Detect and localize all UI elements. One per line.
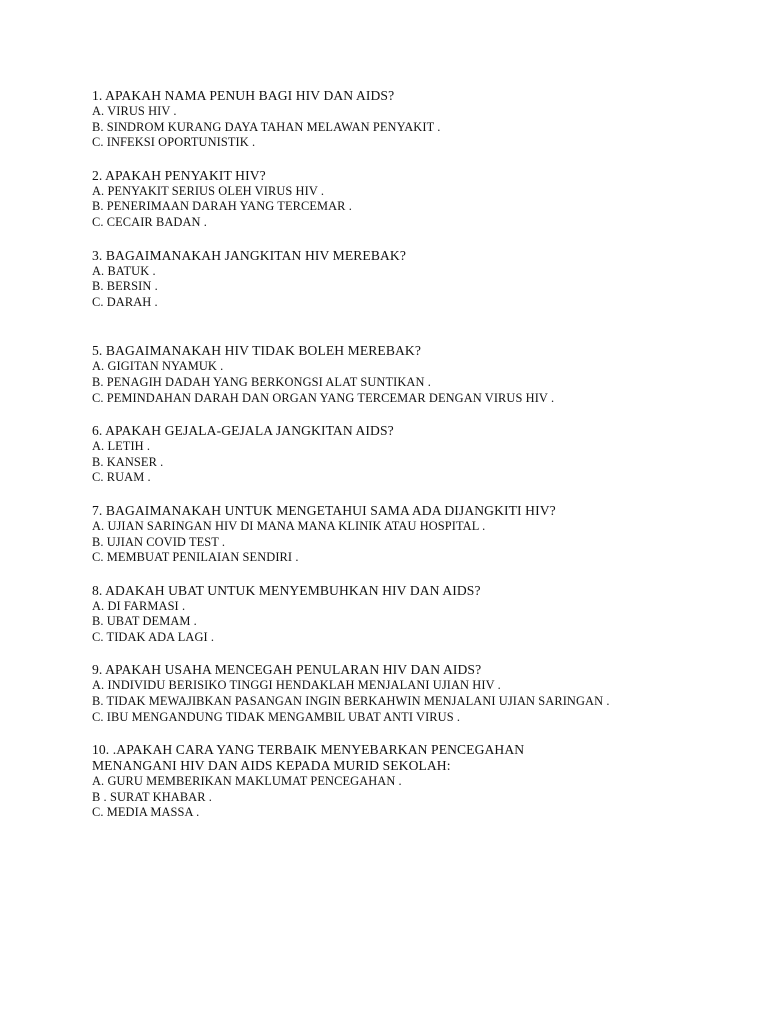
option-b: B. TIDAK MEWAJIBKAN PASANGAN INGIN BERKAHWIN MENJALANI UJIAN SARINGAN . xyxy=(92,694,610,709)
option-a: A. LETIH . xyxy=(92,439,151,454)
question-block-7 xyxy=(92,503,732,566)
quiz-document xyxy=(92,88,732,821)
option-c: C. PEMINDAHAN DARAH DAN ORGAN YANG TERCEMAR DENGAN VIRUS HIV . xyxy=(92,390,555,405)
option-c: C. INFEKSI OPORTUNISTIK . xyxy=(92,135,256,150)
option-a: A. BATUK . xyxy=(92,263,156,278)
option-b: B. UBAT DEMAM . xyxy=(92,614,197,629)
option-c: C. DARAH . xyxy=(92,294,158,309)
option-c: C. CECAIR BADAN . xyxy=(92,214,207,229)
option-b: B. SINDROM KURANG DAYA TAHAN MELAWAN PENYAKIT . xyxy=(92,119,441,134)
option-a: A. VIRUS HIV . xyxy=(92,104,177,118)
question-text: 3. BAGAIMANAKAH JANGKITAN HIV MEREBAK? xyxy=(92,247,406,263)
question-text: 7. BAGAIMANAKAH UNTUK MENGETAHUI SAMA ADA DIJANGKITI HIV? xyxy=(92,502,556,518)
question-text: 1. APAKAH NAMA PENUH BAGI HIV DAN AIDS? xyxy=(92,88,395,103)
option-c: C. RUAM . xyxy=(92,470,151,485)
option-a: A. INDIVIDU BERISIKO TINGGI HENDAKLAH MENJALANI UJIAN HIV . xyxy=(92,678,501,693)
question-text: 2. APAKAH PENYAKIT HIV? xyxy=(92,167,266,183)
question-text: 10. .APAKAH CARA YANG TERBAIK MENYEBARKAN PENCEGAHAN MENANGANI HIV DAN AIDS KEPADA MURID SEKOLAH: xyxy=(92,742,525,774)
question-text: 9. APAKAH USAHA MENCEGAH PENULARAN HIV DAN AIDS? xyxy=(92,662,482,678)
question-text: 6. APAKAH GEJALA-GEJALA JANGKITAN AIDS? xyxy=(92,423,394,439)
option-a: A. PENYAKIT SERIUS OLEH VIRUS HIV . xyxy=(92,183,325,198)
question-block-1 xyxy=(92,88,732,151)
question-block-9 xyxy=(92,662,732,725)
option-b: B . SURAT KHABAR . xyxy=(92,789,212,804)
question-text: 8. ADAKAH UBAT UNTUK MENYEMBUHKAN HIV DAN AIDS? xyxy=(92,582,481,598)
option-a: A. GIGITAN NYAMUK . xyxy=(92,359,224,374)
question-text: 5. BAGAIMANAKAH HIV TIDAK BOLEH MEREBAK? xyxy=(92,343,421,359)
option-c: C. IBU MENGANDUNG TIDAK MENGAMBIL UBAT ANTI VIRUS . xyxy=(92,709,461,724)
question-block-3 xyxy=(92,248,732,311)
option-a: A. DI FARMASI . xyxy=(92,598,186,613)
question-block-6 xyxy=(92,423,732,486)
option-a: A. GURU MEMBERIKAN MAKLUMAT PENCEGAHAN . xyxy=(92,774,402,789)
option-b: B. PENAGIH DADAH YANG BERKONGSI ALAT SUNTIKAN . xyxy=(92,374,431,389)
option-b: B. PENERIMAAN DARAH YANG TERCEMAR . xyxy=(92,199,352,214)
option-c: C. TIDAK ADA LAGI . xyxy=(92,629,215,644)
option-c: C. MEMBUAT PENILAIAN SENDIRI . xyxy=(92,550,299,565)
option-a: A. UJIAN SARINGAN HIV DI MANA MANA KLINIK ATAU HOSPITAL . xyxy=(92,518,486,533)
option-c: C. MEDIA MASSA . xyxy=(92,805,200,820)
question-block-10 xyxy=(92,742,732,821)
question-block-2 xyxy=(92,168,732,231)
question-block-8 xyxy=(92,583,732,646)
question-block-5 xyxy=(92,343,732,406)
option-b: B. UJIAN COVID TEST . xyxy=(92,534,226,549)
option-b: B. KANSER . xyxy=(92,454,164,469)
option-b: B. BERSIN . xyxy=(92,279,158,294)
